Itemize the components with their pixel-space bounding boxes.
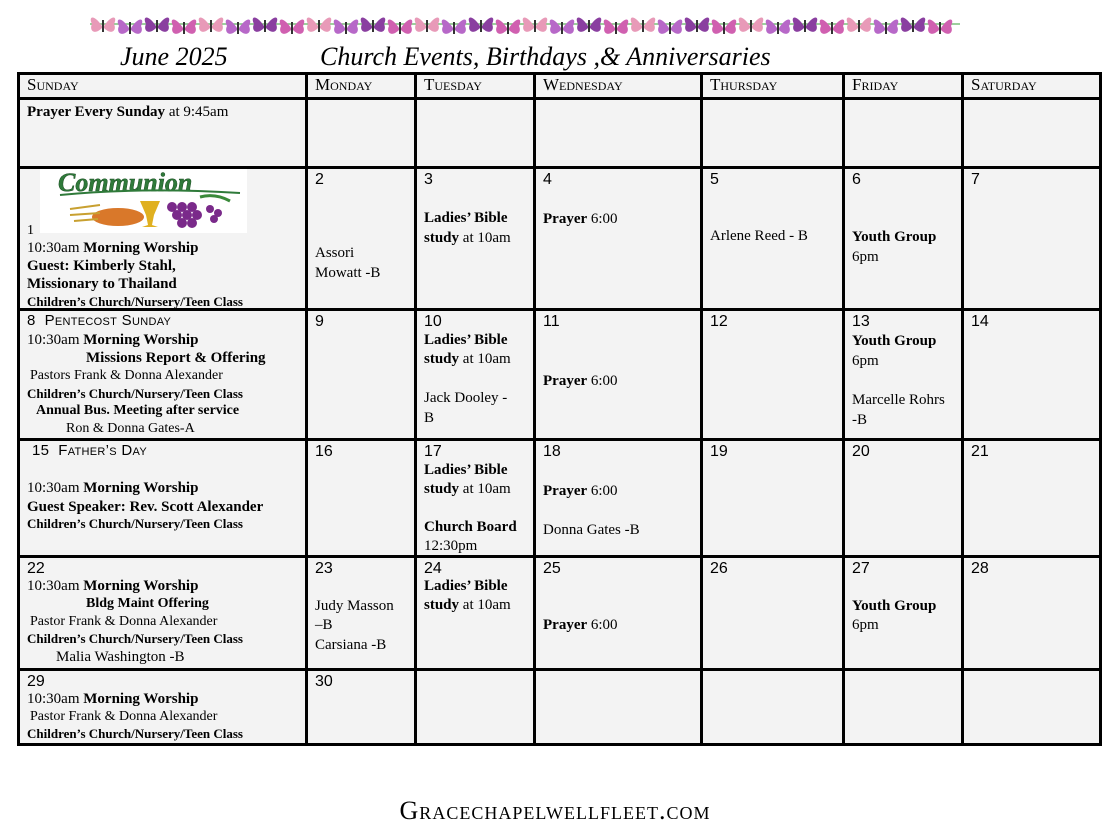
day-number: 21 xyxy=(971,443,989,460)
holiday-label: Pentecost Sunday xyxy=(44,312,172,329)
event-title: Morning Worship xyxy=(83,480,199,496)
butterfly-icon xyxy=(388,20,413,35)
butterfly-icon xyxy=(631,18,656,33)
day-number: 5 xyxy=(710,171,719,188)
event-text: Guest: Kimberly Stahl, xyxy=(27,258,176,274)
event-text: Pastors Frank & Donna Alexander xyxy=(30,368,223,383)
event-title: Church Board xyxy=(424,519,517,535)
day-cell xyxy=(963,557,1101,670)
event-text: Ladies’ Bible xyxy=(424,332,508,348)
communion-image xyxy=(40,169,247,233)
event-text: Children’s Church/Nursery/Teen Class xyxy=(27,294,243,309)
day-number: 11 xyxy=(543,313,560,330)
butterfly-icon xyxy=(847,18,872,33)
day-cell xyxy=(307,440,416,557)
event-text: Ladies’ Bible xyxy=(424,462,508,478)
butterfly-icon xyxy=(415,18,440,33)
event-time: 6:00 xyxy=(587,617,618,633)
butterfly-icon xyxy=(712,20,737,35)
event-title: Prayer xyxy=(543,483,588,499)
event-text: Malia Washington -B xyxy=(56,649,185,665)
month-title: June 2025 xyxy=(120,42,228,71)
event-title: Morning Worship xyxy=(83,332,199,348)
butterfly-icon xyxy=(901,18,926,33)
event-time: 6pm xyxy=(852,617,879,633)
event-time: 10:30am xyxy=(27,578,84,594)
event-title: Prayer xyxy=(543,211,588,227)
day-cell xyxy=(416,168,535,310)
weekday-sunday: Sunday xyxy=(19,74,307,99)
event-text: B xyxy=(424,410,435,426)
event-time: 12:30pm xyxy=(424,538,478,554)
day-number: 25 xyxy=(543,560,561,577)
weekday-saturday: Saturday xyxy=(963,74,1101,99)
day-number: 17 xyxy=(424,443,442,460)
day-cell xyxy=(963,168,1101,310)
event-text: Children’s Church/Nursery/Teen Class xyxy=(27,516,243,531)
day-number: 3 xyxy=(424,171,433,188)
event-text: Bldg Maint Offering xyxy=(86,596,209,611)
day-cell xyxy=(702,440,844,557)
event-text: Guest Speaker: Rev. Scott Alexander xyxy=(27,499,264,515)
note-cell xyxy=(19,99,307,168)
event-time: 6pm xyxy=(852,249,879,265)
day-number: 7 xyxy=(971,171,980,188)
butterfly-icon xyxy=(118,20,143,35)
weekday-wednesday: Wednesday xyxy=(535,74,702,99)
empty-cell xyxy=(535,99,702,168)
butterfly-icon xyxy=(334,20,359,35)
day-cell xyxy=(844,440,963,557)
day-number: 29 xyxy=(27,673,45,690)
day-number: 23 xyxy=(315,560,333,577)
butterfly-icon xyxy=(523,18,548,33)
empty-cell xyxy=(535,670,702,745)
event-text: Carsiana -B xyxy=(315,637,387,653)
butterfly-icon xyxy=(361,18,386,33)
day-cell xyxy=(702,310,844,440)
butterfly-icon xyxy=(874,20,899,35)
butterfly-icon xyxy=(280,20,305,35)
event-text: Annual Bus. Meeting after service xyxy=(36,403,240,418)
event-text: study xyxy=(424,597,460,613)
day-cell xyxy=(535,440,702,557)
event-text: Mowatt -B xyxy=(315,265,381,281)
day-cell xyxy=(416,557,535,670)
weekday-friday: Friday xyxy=(844,74,963,99)
day-number: 8 xyxy=(27,312,36,329)
day-cell xyxy=(963,310,1101,440)
butterfly-icon xyxy=(577,18,602,33)
day-number: 24 xyxy=(424,560,442,577)
day-cell xyxy=(19,310,307,440)
event-text: Children’s Church/Nursery/Teen Class xyxy=(27,631,243,646)
day-cell xyxy=(307,310,416,440)
weekday-tuesday: Tuesday xyxy=(416,74,535,99)
event-title: Youth Group xyxy=(852,333,937,349)
day-cell xyxy=(702,557,844,670)
event-text: Missionary to Thailand xyxy=(27,276,177,292)
event-text: –B xyxy=(315,617,333,633)
empty-cell xyxy=(844,670,963,745)
event-title: Prayer xyxy=(543,617,588,633)
event-title: Prayer xyxy=(543,373,588,389)
event-time: 6pm xyxy=(852,353,879,369)
empty-cell xyxy=(307,99,416,168)
butterfly-icon xyxy=(928,20,953,35)
event-text: Missions Report & Offering xyxy=(86,350,266,366)
day-cell xyxy=(535,557,702,670)
event-text: Ladies’ Bible xyxy=(424,210,508,226)
day-number: 20 xyxy=(852,443,870,460)
butterfly-icon xyxy=(253,18,278,33)
day-cell xyxy=(19,168,307,310)
day-number: 1 xyxy=(27,223,34,238)
event-text: Pastor Frank & Donna Alexander xyxy=(30,709,218,724)
day-cell xyxy=(307,670,416,745)
butterfly-icon xyxy=(172,20,197,35)
event-text: -B xyxy=(852,412,867,428)
day-number: 28 xyxy=(971,560,989,577)
day-cell xyxy=(307,168,416,310)
event-time: at 10am xyxy=(459,597,511,613)
day-number: 13 xyxy=(852,313,870,330)
day-number: 16 xyxy=(315,443,333,460)
day-number: 22 xyxy=(27,560,45,577)
butterfly-icon xyxy=(469,18,494,33)
butterfly-icon xyxy=(226,20,251,35)
day-cell xyxy=(19,670,307,745)
event-text: Ron & Donna Gates-A xyxy=(66,421,195,436)
event-time: at 10am xyxy=(459,481,511,497)
empty-cell xyxy=(963,670,1101,745)
day-cell xyxy=(19,440,307,557)
day-number: 12 xyxy=(710,313,728,330)
event-title: Youth Group xyxy=(852,229,937,245)
event-text: Ladies’ Bible xyxy=(424,578,508,594)
butterfly-icon xyxy=(820,20,845,35)
empty-cell xyxy=(416,670,535,745)
day-number: 9 xyxy=(315,313,324,330)
butterfly-icon xyxy=(685,18,710,33)
day-cell xyxy=(844,310,963,440)
butterfly-border xyxy=(90,10,960,42)
website-footer[interactable]: Gracechapelwellfleet.com xyxy=(399,796,711,825)
day-cell xyxy=(963,440,1101,557)
event-text: Jack Dooley - xyxy=(424,390,508,406)
event-text: Children’s Church/Nursery/Teen Class xyxy=(27,726,243,741)
butterfly-icon xyxy=(766,20,791,35)
weekday-thursday: Thursday xyxy=(702,74,844,99)
empty-cell xyxy=(844,99,963,168)
event-text: study xyxy=(424,230,460,246)
event-text: Marcelle Rohrs xyxy=(852,392,945,408)
butterfly-icon xyxy=(604,20,629,35)
event-text: study xyxy=(424,351,460,367)
event-text: Donna Gates -B xyxy=(543,522,640,538)
prayer-note-text: at 9:45am xyxy=(165,104,229,120)
calendar-grid xyxy=(17,72,1102,746)
day-cell xyxy=(19,557,307,670)
event-title: Morning Worship xyxy=(83,691,199,707)
day-cell xyxy=(416,440,535,557)
empty-cell xyxy=(416,99,535,168)
event-text: Pastor Frank & Donna Alexander xyxy=(30,614,218,629)
event-time: 6:00 xyxy=(587,211,618,227)
event-text: study xyxy=(424,481,460,497)
butterfly-icon xyxy=(145,18,170,33)
event-time: at 10am xyxy=(459,230,511,246)
event-title: Morning Worship xyxy=(83,240,199,256)
butterfly-icon xyxy=(550,20,575,35)
day-number: 6 xyxy=(852,171,861,188)
holiday-label: Father’s Day xyxy=(58,442,147,459)
event-text: Children’s Church/Nursery/Teen Class xyxy=(27,386,243,401)
day-number: 4 xyxy=(543,171,552,188)
day-number: 10 xyxy=(424,313,442,330)
empty-cell xyxy=(963,99,1101,168)
day-number: 15 xyxy=(32,442,50,459)
butterfly-icon xyxy=(442,20,467,35)
communion-label: Communion xyxy=(58,169,193,197)
day-number: 26 xyxy=(710,560,728,577)
day-cell xyxy=(844,557,963,670)
butterfly-icon xyxy=(793,18,818,33)
butterfly-icon xyxy=(199,18,224,33)
event-time: 10:30am xyxy=(27,480,84,496)
day-number: 19 xyxy=(710,443,728,460)
event-time: at 10am xyxy=(459,351,511,367)
day-number: 18 xyxy=(543,443,561,460)
event-time: 10:30am xyxy=(27,691,84,707)
day-number: 30 xyxy=(315,673,333,690)
event-text: Assori xyxy=(315,245,355,261)
day-number: 2 xyxy=(315,171,324,188)
butterfly-icon xyxy=(658,20,683,35)
day-cell xyxy=(535,168,702,310)
event-time: 6:00 xyxy=(587,373,618,389)
event-text: Judy Masson xyxy=(315,598,394,614)
butterfly-icon xyxy=(496,20,521,35)
day-cell xyxy=(535,310,702,440)
day-cell xyxy=(416,310,535,440)
event-title: Morning Worship xyxy=(83,578,199,594)
butterfly-icon xyxy=(91,18,116,33)
page-title: Church Events, Birthdays ,& Anniversaries xyxy=(320,42,771,71)
weekday-monday: Monday xyxy=(307,74,416,99)
day-number: 14 xyxy=(971,313,989,330)
butterfly-icon xyxy=(739,18,764,33)
day-cell xyxy=(844,168,963,310)
day-cell xyxy=(307,557,416,670)
event-time: 10:30am xyxy=(27,332,84,348)
day-number: 27 xyxy=(852,560,870,577)
event-text: Arlene Reed - B xyxy=(710,228,808,244)
empty-cell xyxy=(702,99,844,168)
prayer-note-bold: Prayer Every Sunday xyxy=(27,104,166,120)
day-cell xyxy=(702,168,844,310)
event-time: 10:30am xyxy=(27,240,84,256)
event-title: Youth Group xyxy=(852,598,937,614)
event-time: 6:00 xyxy=(587,483,618,499)
butterfly-icon xyxy=(307,18,332,33)
empty-cell xyxy=(702,670,844,745)
